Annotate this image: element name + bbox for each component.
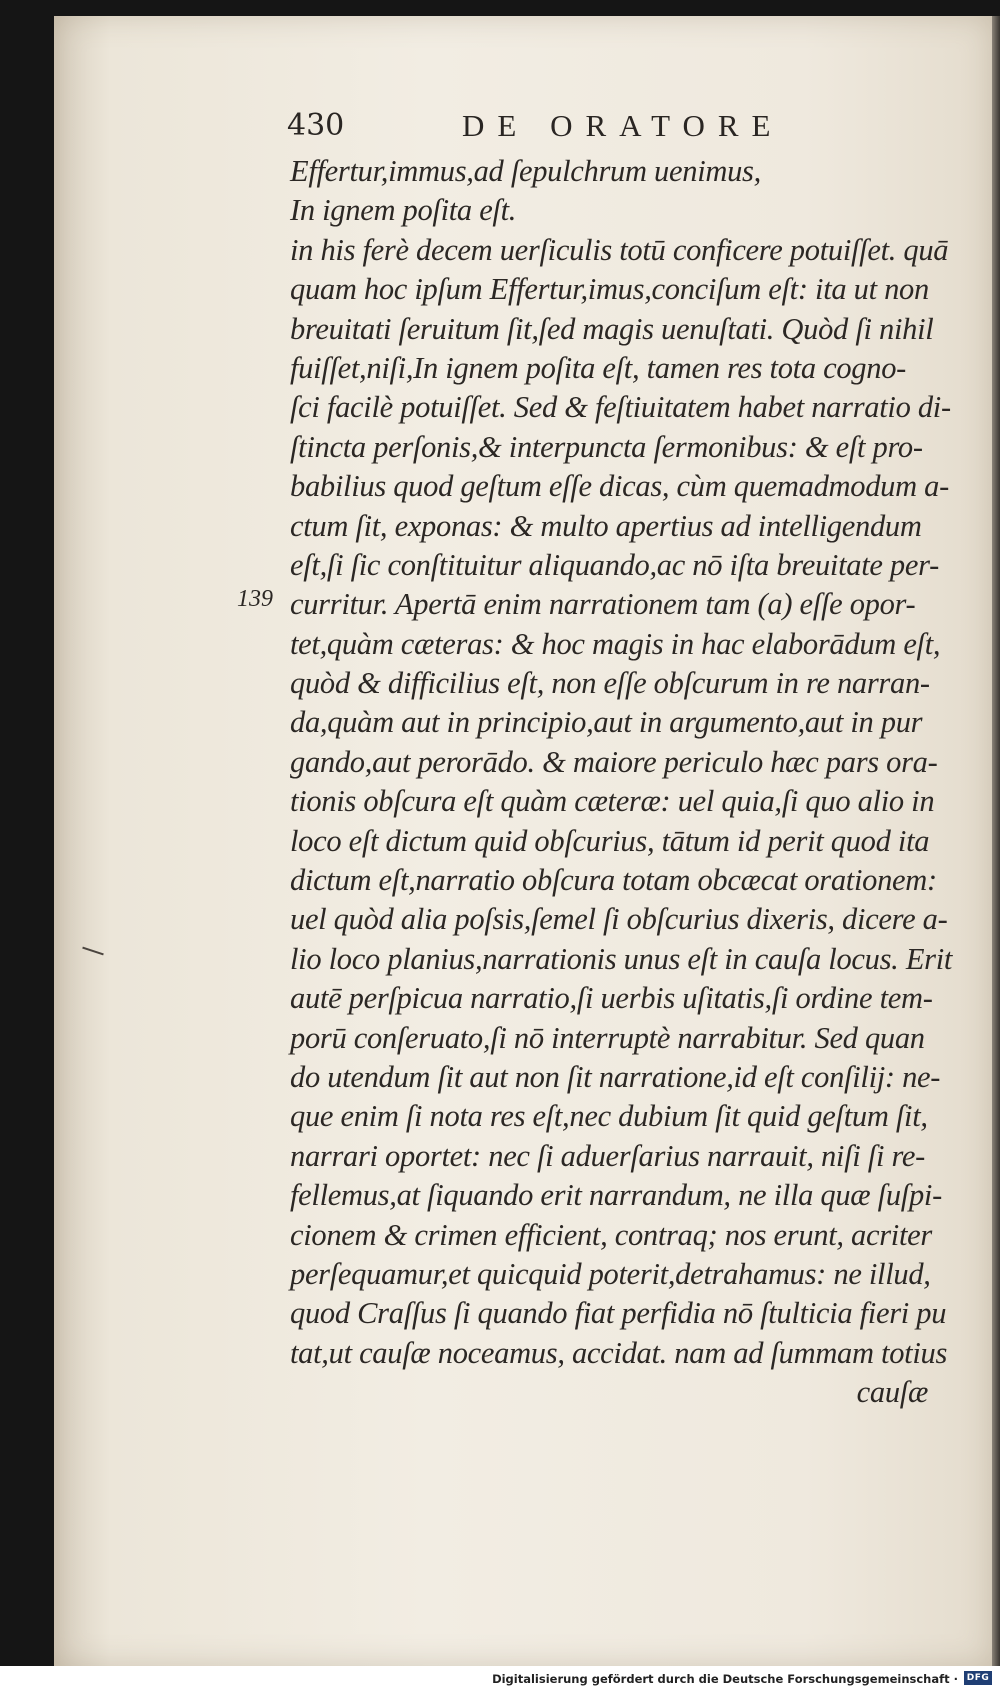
text-line: gando,aut perorādo. & maiore periculo hæc pars ora- — [290, 744, 938, 779]
text-line: eſt,ſi ſic conſtituitur aliquando,ac nō iſta breuitate per- — [290, 547, 939, 582]
text-line: ſci facilè potuiſſet. Sed & feſtiuitatem habet narratio di- — [290, 390, 951, 425]
margin-note: 139 — [237, 586, 273, 612]
catchword: cauſæ — [856, 1375, 928, 1410]
text-line: do utendum ſit aut non ſit narratione,id eſt conſilij: ne- — [290, 1059, 941, 1094]
text-line: autē perſpicua narratio,ſi uerbis uſitatis,ſi ordine tem- — [290, 981, 933, 1016]
text-line: quod Craſſus ſi quando fiat perfidia nō ſtulticia fieri pu — [290, 1296, 947, 1331]
dfg-logo-icon: DFG — [964, 1671, 992, 1685]
text-line: babilius quod geſtum eſſe dicas, cùm quemadmodum a- — [290, 469, 949, 504]
text-line: breuitati ſeruitum ſit,ſed magis uenuſtati. Quòd ſi nihil — [290, 311, 934, 346]
text-line: fellemus,at ſiquando erit narrandum, ne illa quæ ſuſpi- — [290, 1178, 942, 1213]
text-line: tet,quàm cæteras: & hoc magis in hac elaborādum eſt, — [290, 626, 941, 661]
text-line: tionis obſcura eſt quàm cæteræ: uel quia,ſi quo alio in — [290, 784, 935, 819]
text-line: quòd & difficilius eſt, non eſſe obſcurum in re narran- — [290, 666, 930, 701]
text-line: quam hoc ipſum Effertur,imus,conciſum eſt: ita ut non — [290, 272, 929, 307]
text-line: Effertur,immus,ad ſepulchrum uenimus, — [290, 154, 761, 188]
text-line: que enim ſi nota res eſt,nec dubium ſit quid geſtum ſit, — [290, 1099, 928, 1134]
text-line: uel quòd alia poſsis,ſemel ſi obſcurius dixeris, dicere a- — [290, 902, 948, 937]
text-line: curritur. Apertā enim narrationem tam (a) eſſe opor- — [290, 587, 916, 622]
text-line: tat,ut cauſæ noceamus, accidat. nam ad ſummam totius — [290, 1335, 948, 1370]
page-edge — [992, 16, 1000, 1666]
text-line: in his ferè decem uerſiculis totū conficere potuiſſet. quā — [290, 232, 949, 267]
text-line: perſequamur,et quicquid poterit,detrahamus: ne illud, — [290, 1256, 931, 1291]
text-line: lio loco planius,narrationis unus eſt in cauſa locus. Erit — [290, 941, 953, 976]
footer-bar — [0, 1666, 1000, 1693]
text-line: dictum eſt,narratio obſcura totam obcæcat orationem: — [290, 863, 937, 898]
text-line: ctum ſit, exponas: & multo apertius ad intelligendum — [290, 508, 922, 543]
footer-credit: Digitalisierung gefördert durch die Deutsche Forschungsgemeinschaft · — [492, 1672, 958, 1686]
text-line: cionem & crimen efficient, contraq; nos erunt, acriter — [290, 1217, 932, 1252]
running-head — [0, 108, 1000, 148]
text-line: loco eſt dictum quid obſcurius, tātum id perit quod ita — [290, 823, 930, 858]
running-title: DE ORATORE — [462, 108, 784, 143]
text-line: narrari oportet: nec ſi aduerſarius narrauit, niſi ſi re- — [290, 1138, 925, 1173]
text-line: In ignem poſita eſt. — [290, 193, 517, 228]
text-line: porū conſeruato,ſi nō interruptè narrabitur. Sed quan — [290, 1020, 925, 1055]
text-line: ſtincta perſonis,& interpuncta ſermonibus: & eſt pro- — [290, 429, 923, 464]
text-line: da,quàm aut in principio,aut in argumento,aut in pur — [290, 705, 923, 740]
text-line: fuiſſet,niſi,In ignem poſita eſt, tamen res tota cogno- — [290, 350, 907, 385]
page-number: 430 — [287, 108, 345, 143]
body-text — [290, 152, 953, 1413]
